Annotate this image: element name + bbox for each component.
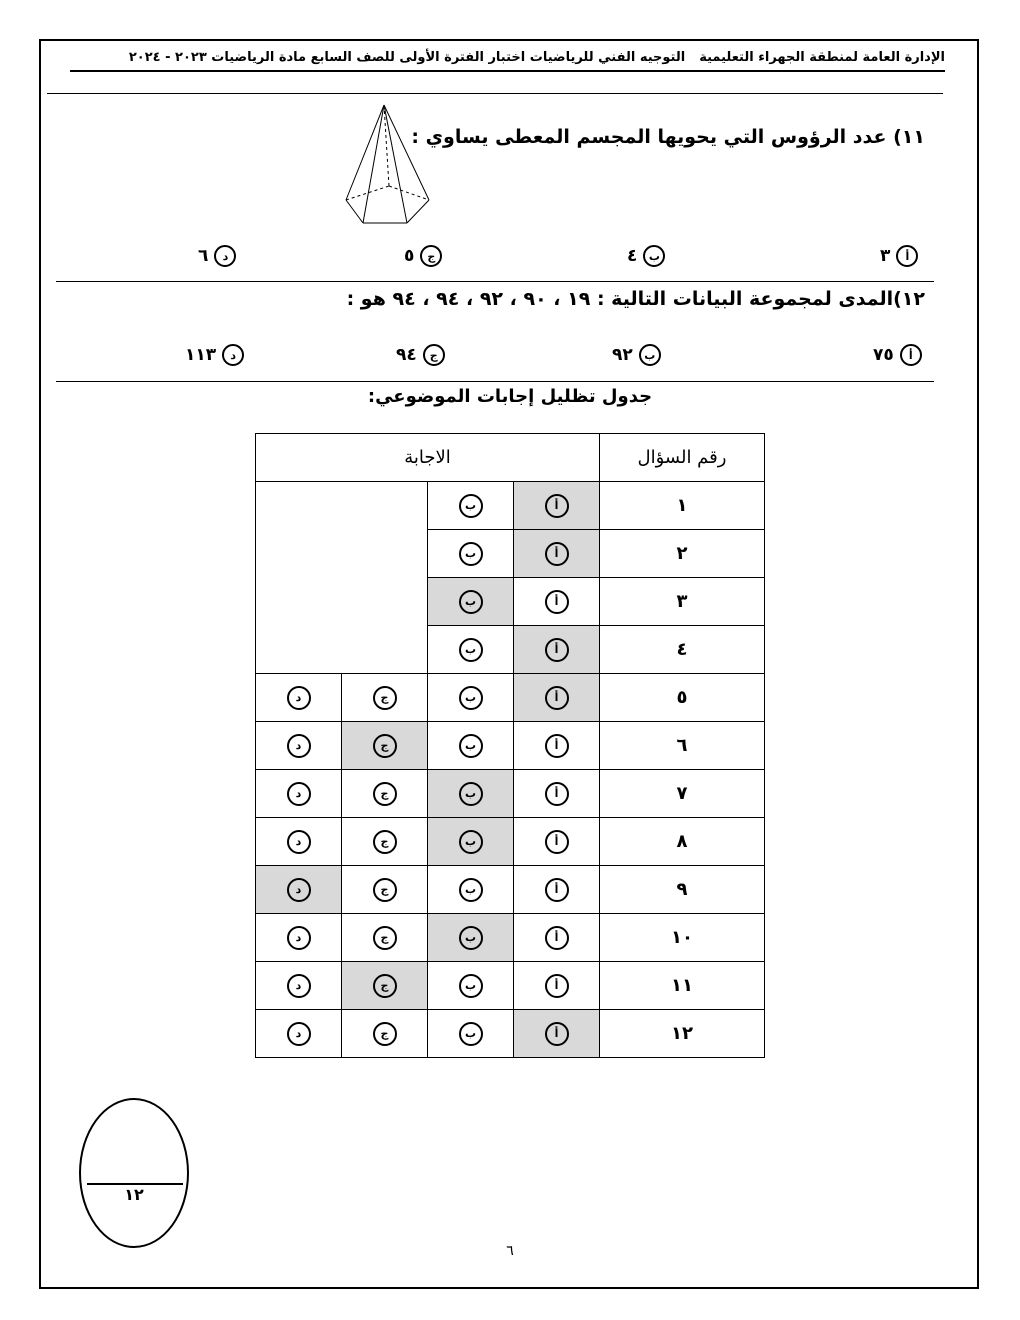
answer-choice-cell[interactable] <box>256 674 342 722</box>
answer-choice-cell[interactable] <box>514 578 600 626</box>
answer-choice-cell[interactable] <box>428 866 514 914</box>
answer-choice-cell[interactable] <box>256 1010 342 1058</box>
option-letter-circle: ب <box>643 245 665 267</box>
score-circle <box>79 1098 189 1248</box>
choice-letter-circle: أ <box>545 926 569 950</box>
answer-choice-cell[interactable] <box>256 914 342 962</box>
q11-option-b[interactable] <box>627 245 665 267</box>
table-row <box>256 674 765 722</box>
option-value: ٩٢ <box>612 345 633 365</box>
choice-letter-circle: د <box>287 878 311 902</box>
answer-choice-cell[interactable] <box>514 626 600 674</box>
answer-choice-cell[interactable] <box>342 674 428 722</box>
answer-header: الاجابة <box>256 434 600 482</box>
answer-choice-cell[interactable] <box>514 1010 600 1058</box>
choice-letter-circle: أ <box>545 974 569 998</box>
answer-choice-cell[interactable] <box>342 818 428 866</box>
answer-choice-cell[interactable] <box>428 914 514 962</box>
question-number-cell: ٦ <box>600 722 765 770</box>
option-value: ١١٣ <box>185 345 217 365</box>
answer-choice-cell[interactable] <box>256 818 342 866</box>
answer-choice-cell[interactable] <box>256 866 342 914</box>
answer-choice-cell[interactable] <box>428 770 514 818</box>
choice-letter-circle: ب <box>459 878 483 902</box>
question-number-cell: ٣ <box>600 578 765 626</box>
answer-choice-cell[interactable] <box>428 578 514 626</box>
option-value: ٩٤ <box>396 345 417 365</box>
choice-letter-circle: ب <box>459 734 483 758</box>
choice-letter-circle: ج <box>373 974 397 998</box>
question-number-cell: ٧ <box>600 770 765 818</box>
choice-letter-circle: ج <box>373 686 397 710</box>
table-row <box>256 866 765 914</box>
pyramid-base-edge <box>346 200 363 223</box>
answer-choice-cell[interactable] <box>256 770 342 818</box>
pyramid-base-edge <box>407 200 429 223</box>
choice-letter-circle: أ <box>545 1022 569 1046</box>
divider <box>47 93 943 94</box>
answer-choice-cell[interactable] <box>342 962 428 1010</box>
answer-choice-cell[interactable] <box>428 626 514 674</box>
header-left: الإدارة العامة لمنطقة الجهراء التعليمية <box>699 50 945 65</box>
answer-choice-cell[interactable] <box>514 674 600 722</box>
answer-choice-cell[interactable] <box>256 722 342 770</box>
table-header-row <box>256 434 765 482</box>
answer-choice-cell[interactable] <box>428 818 514 866</box>
option-value: ٦ <box>198 246 209 266</box>
table-row <box>256 1010 765 1058</box>
choice-letter-circle: د <box>287 974 311 998</box>
option-letter-circle: أ <box>896 245 918 267</box>
question-number-cell: ١ <box>600 482 765 530</box>
choice-letter-circle: ب <box>459 686 483 710</box>
q12-option-c[interactable] <box>396 344 445 366</box>
choice-letter-circle: أ <box>545 494 569 518</box>
divider <box>56 281 934 282</box>
option-letter-circle: ج <box>420 245 442 267</box>
question-number-cell: ٨ <box>600 818 765 866</box>
answer-choice-cell[interactable] <box>342 1010 428 1058</box>
choice-letter-circle: أ <box>545 830 569 854</box>
question-11-text: ١١) عدد الرؤوس التي يحويها المجسم المعطى يساوي : <box>411 126 925 148</box>
page-number: ٦ <box>506 1243 514 1259</box>
question-number-cell: ١٢ <box>600 1010 765 1058</box>
question-number-cell: ١٠ <box>600 914 765 962</box>
choice-letter-circle: ج <box>373 830 397 854</box>
choice-letter-circle: ب <box>459 590 483 614</box>
pyramid-edge <box>363 105 384 223</box>
answer-choice-cell[interactable] <box>428 674 514 722</box>
choice-letter-circle: ج <box>373 878 397 902</box>
choice-letter-circle: د <box>287 926 311 950</box>
choice-letter-circle: ج <box>373 782 397 806</box>
table-row <box>256 914 765 962</box>
answer-choice-cell[interactable] <box>342 722 428 770</box>
answer-choice-cell[interactable] <box>514 530 600 578</box>
answer-choice-cell[interactable] <box>514 482 600 530</box>
answer-choice-cell[interactable] <box>342 770 428 818</box>
option-value: ٤ <box>627 246 638 266</box>
empty-cell <box>256 482 428 674</box>
choice-letter-circle: د <box>287 782 311 806</box>
divider <box>56 381 934 382</box>
header-right: التوجيه الفني للرياضيات اختبار الفترة الأولى للصف السابع مادة الرياضيات ٢٠٢٣ - ٢٠٢٤ <box>128 50 686 65</box>
choice-letter-circle: ب <box>459 1022 483 1046</box>
choice-letter-circle: ب <box>459 782 483 806</box>
answer-choice-cell[interactable] <box>256 962 342 1010</box>
choice-letter-circle: ب <box>459 542 483 566</box>
choice-letter-circle: ب <box>459 926 483 950</box>
answer-choice-cell[interactable] <box>428 530 514 578</box>
table-row <box>256 770 765 818</box>
table-row <box>256 962 765 1010</box>
answer-choice-cell[interactable] <box>428 722 514 770</box>
answer-table-title: جدول تظليل إجابات الموضوعي: <box>367 386 653 407</box>
choice-letter-circle: أ <box>545 542 569 566</box>
question-12-text: ١٢)المدى لمجموعة البيانات التالية : ١٩ ، ٩٠ ، ٩٢ ، ٩٤ ، ٩٤ هو : <box>346 288 925 310</box>
pentagonal-pyramid-figure <box>343 103 435 231</box>
answer-choice-cell[interactable] <box>514 818 600 866</box>
answer-choice-cell[interactable] <box>342 866 428 914</box>
choice-letter-circle: د <box>287 1022 311 1046</box>
q12-option-d[interactable] <box>185 344 244 366</box>
choice-letter-circle: أ <box>545 590 569 614</box>
option-letter-circle: د <box>214 245 236 267</box>
answer-choice-cell[interactable] <box>514 770 600 818</box>
choice-letter-circle: د <box>287 734 311 758</box>
question-number-cell: ٩ <box>600 866 765 914</box>
question-number-cell: ٥ <box>600 674 765 722</box>
option-letter-circle: د <box>222 344 244 366</box>
question-number-cell: ١١ <box>600 962 765 1010</box>
answer-choice-cell[interactable] <box>342 914 428 962</box>
choice-letter-circle: د <box>287 830 311 854</box>
question-number-cell: ٤ <box>600 626 765 674</box>
pyramid-edge <box>384 105 407 223</box>
choice-letter-circle: د <box>287 686 311 710</box>
table-row <box>256 818 765 866</box>
q11-option-a[interactable] <box>880 245 918 267</box>
answer-choice-cell[interactable] <box>514 962 600 1010</box>
q12-option-b[interactable] <box>612 344 661 366</box>
choice-letter-circle: ب <box>459 974 483 998</box>
option-letter-circle: ب <box>639 344 661 366</box>
option-letter-circle: أ <box>900 344 922 366</box>
table-row <box>256 482 765 530</box>
pyramid-edge <box>384 105 429 200</box>
score-total: ١٢ <box>124 1185 144 1204</box>
option-value: ٣ <box>880 246 891 266</box>
q11-option-d[interactable] <box>198 245 236 267</box>
answer-shading-table <box>255 433 765 1058</box>
pyramid-edge <box>346 105 384 200</box>
choice-letter-circle: ج <box>373 926 397 950</box>
choice-letter-circle: ج <box>373 1022 397 1046</box>
table-row <box>256 722 765 770</box>
answer-choice-cell[interactable] <box>514 722 600 770</box>
choice-letter-circle: أ <box>545 782 569 806</box>
choice-letter-circle: ج <box>373 734 397 758</box>
answer-choice-cell[interactable] <box>514 914 600 962</box>
choice-letter-circle: أ <box>545 878 569 902</box>
q12-option-a[interactable] <box>873 344 922 366</box>
answer-choice-cell[interactable] <box>428 962 514 1010</box>
choice-letter-circle: أ <box>545 734 569 758</box>
option-value: ٥ <box>404 246 415 266</box>
option-letter-circle: ج <box>423 344 445 366</box>
choice-letter-circle: أ <box>545 686 569 710</box>
choice-letter-circle: ب <box>459 494 483 518</box>
choice-letter-circle: ب <box>459 638 483 662</box>
answer-choice-cell[interactable] <box>428 482 514 530</box>
choice-letter-circle: أ <box>545 638 569 662</box>
page-header <box>70 48 945 72</box>
question-number-header: رقم السؤال <box>600 434 765 482</box>
choice-letter-circle: ب <box>459 830 483 854</box>
question-number-cell: ٢ <box>600 530 765 578</box>
q11-option-c[interactable] <box>404 245 442 267</box>
answer-choice-cell[interactable] <box>514 866 600 914</box>
answer-choice-cell[interactable] <box>428 1010 514 1058</box>
option-value: ٧٥ <box>873 345 894 365</box>
